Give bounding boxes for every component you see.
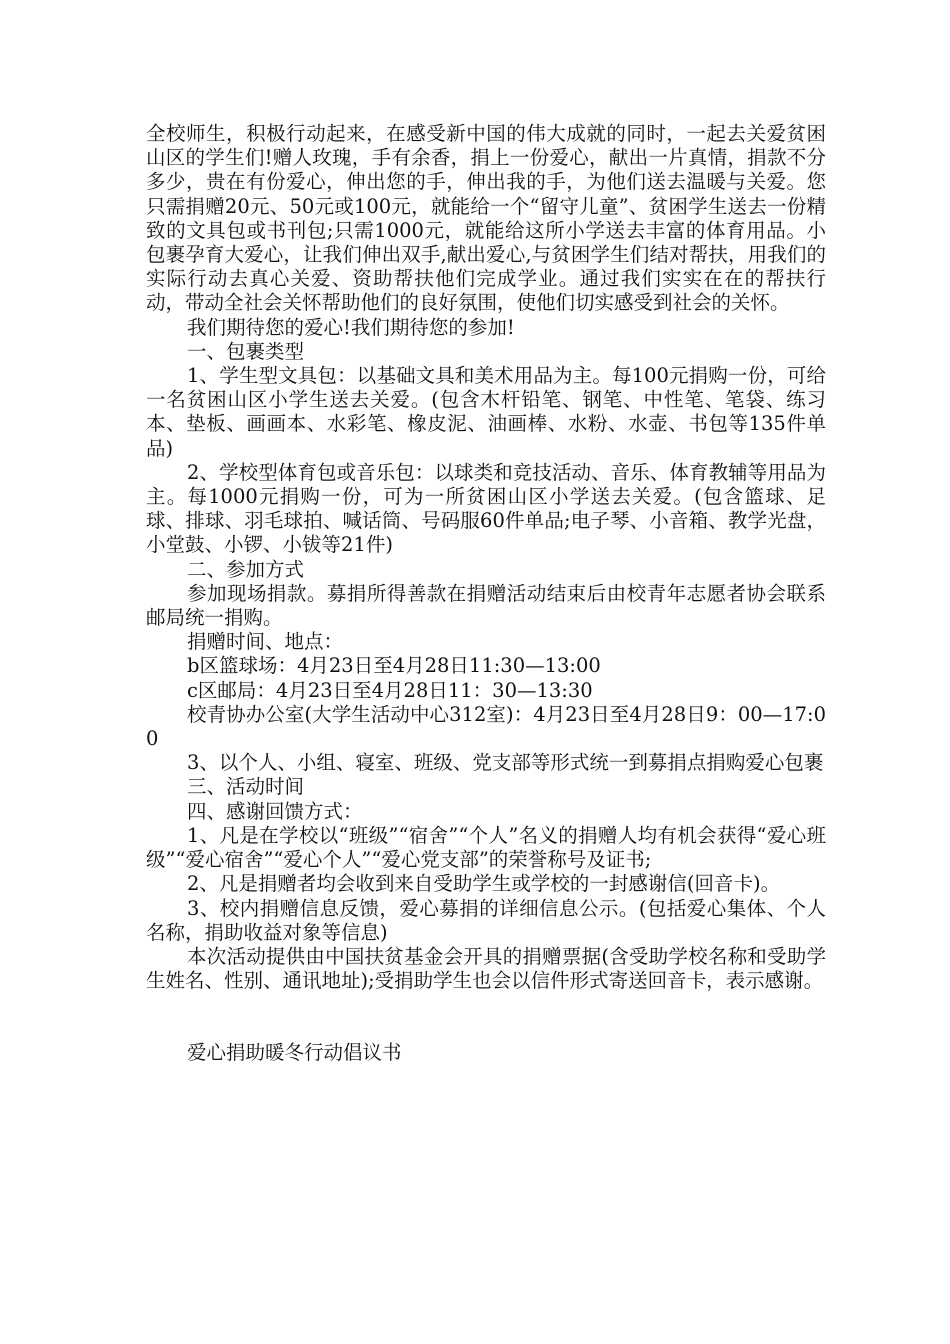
document-paragraph: 二、参加方式: [187, 557, 305, 581]
document-paragraph: 捐赠时间、地点：: [187, 630, 344, 654]
closing-title: 爱心捐助暖冬行动倡议书: [187, 1041, 402, 1065]
document-paragraph: c区邮局：4月23日至4月28日11：30—13:30: [187, 678, 593, 702]
document-paragraph: 1、凡是在学校以“班级”“宿舍”“个人”名义的捐赠人均有机会获得“爱心班级”“爱心宿舍”“爱心个人”“爱心党支部”的荣誉称号及证书;: [146, 823, 826, 872]
document-paragraph: 3、以个人、小组、寝室、班级、党支部等形式统一到募捐点捐购爱心包裹: [187, 751, 824, 775]
document-paragraph: 全校师生，积极行动起来，在感受新中国的伟大成就的同时，一起去关爱贫困山区的学生们!赠人玫瑰，手有余香，捐上一份爱心，献出一片真情，捐款不分多少，贵在有份爱心，伸出您的手，伸出我的手，为他们送去温暖与关爱。您只需捐赠20元、50元或100元，就能给一个“留守儿童”、贫困学生送去一份精致的文具包或书刊包;只需1000元，就能给这所小学送去丰富的体育用品。小包裹孕育大爱心，让我们伸出双手,献出爱心,与贫困学生们结对帮扶，用我们的实际行动去真心关爱、资助帮扶他们完成学业。通过我们实实在在的帮扶行动，带动全社会关怀帮助他们的良好氛围，使他们切实感受到社会的关怀。: [146, 122, 826, 315]
document-page: [146, 122, 826, 1066]
document-paragraph: 四、感谢回馈方式：: [187, 799, 363, 823]
document-paragraph: 本次活动提供由中国扶贫基金会开具的捐赠票据(含受助学校名称和受助学生姓名、性别、通讯地址);受捐助学生也会以信件形式寄送回音卡，表示感谢。: [146, 944, 826, 993]
document-paragraph: 参加现场捐款。募捐所得善款在捐赠活动结束后由校青年志愿者协会联系邮局统一捐购。: [146, 581, 826, 630]
document-paragraph: 3、校内捐赠信息反馈，爱心募捐的详细信息公示。(包括爱心集体、个人名称，捐助收益对象等信息): [146, 896, 826, 944]
document-paragraph: 三、活动时间: [187, 775, 305, 799]
document-paragraph: 我们期待您的爱心!我们期待您的参加!: [187, 315, 515, 339]
document-paragraph: 2、学校型体育包或音乐包：以球类和竞技活动、音乐、体育教辅等用品为主。每1000元捐购一份，可为一所贫困山区小学送去关爱。(包含篮球、足球、排球、羽毛球拍、喊话筒、号码服60件单品;电子琴、小音箱、教学光盘，小堂鼓、小锣、小钹等21件): [146, 460, 826, 557]
document-body: [146, 122, 826, 993]
section-gap: [146, 993, 826, 1041]
document-paragraph: 1、学生型文具包：以基础文具和美术用品为主。每100元捐购一份，可给一名贫困山区小学生送去关爱。(包含木杆铅笔、钢笔、中性笔、笔袋、练习本、垫板、画画本、水彩笔、橡皮泥、油画棒、水粉、水壶、书包等135件单品): [146, 364, 826, 460]
document-paragraph: 校青协办公室(大学生活动中心312室)：4月23日至4月28日9：00—17:00: [146, 702, 826, 751]
document-paragraph: 2、凡是捐赠者均会收到来自受助学生或学校的一封感谢信(回音卡)。: [187, 872, 781, 896]
document-paragraph: 一、包裹类型: [187, 339, 305, 363]
document-paragraph: b区篮球场：4月23日至4月28日11:30—13:00: [187, 654, 601, 678]
